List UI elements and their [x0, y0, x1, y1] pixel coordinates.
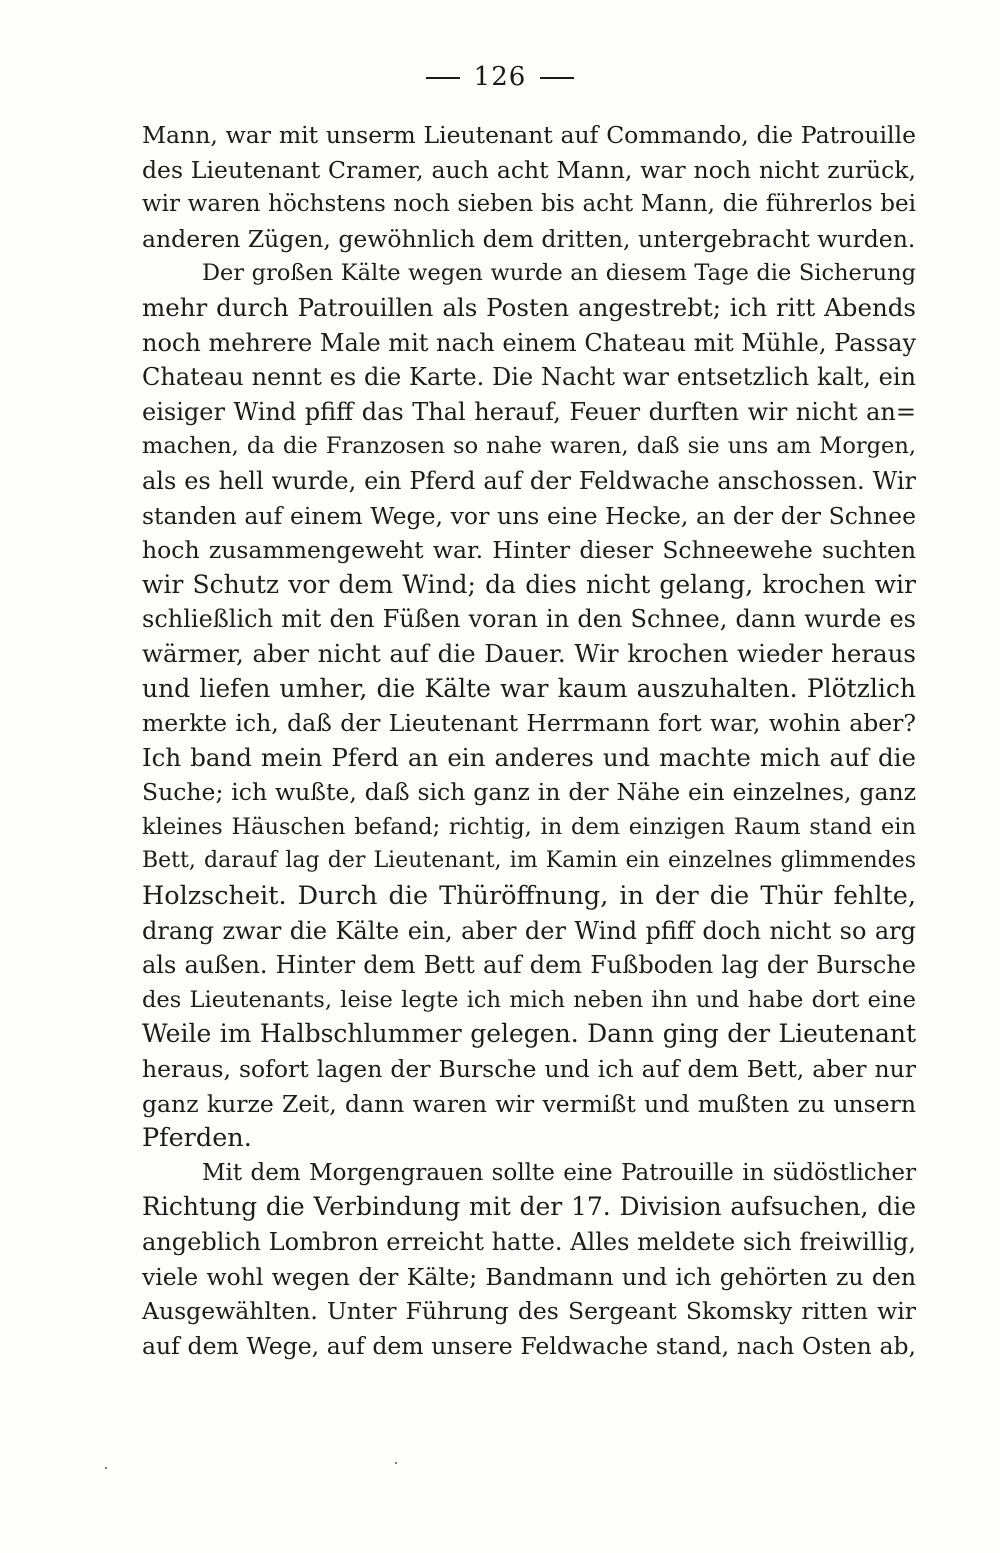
text-line: wir waren höchstens noch sieben bis acht Mann, die führerlos bei [142, 191, 916, 218]
text-line: wir Schutz vor dem Wind; da dies nicht gelang, krochen wir [142, 569, 916, 599]
text-line: Richtung die Verbindung mit der 17. Division aufsuchen, die [142, 1192, 916, 1222]
text-line: Mann, war mit unserm Lieutenant auf Commando, die Patrouille [142, 121, 916, 149]
text-line: angeblich Lombron erreicht hatte. Alles meldete sich freiwillig, [142, 1228, 916, 1256]
text-line: Ausgewählten. Unter Führung des Sergeant Skomsky ritten wir [142, 1297, 916, 1326]
text-line: standen auf einem Wege, vor uns eine Hecke, an der der Schnee [142, 501, 916, 530]
text-line: kleines Häuschen befand; richtig, in dem einzigen Raum stand ein [142, 813, 916, 840]
header-dash-left [426, 77, 460, 79]
text-line: eisiger Wind pfiff das Thal herauf, Feuer durften wir nicht an= [142, 397, 916, 426]
text-line: als außen. Hinter dem Bett auf dem Fußboden lag der Bursche [142, 951, 916, 980]
text-line: Pferden. [142, 1123, 252, 1154]
text-line: wärmer, aber nicht auf die Dauer. Wir krochen wieder heraus [142, 638, 916, 668]
text-line: als es hell wurde, ein Pferd auf der Feldwache anschossen. Wir [142, 466, 916, 495]
page-number: 126 [473, 62, 527, 92]
text-line: und liefen umher, die Kälte war kaum auszuhalten. Plötzlich [142, 673, 916, 703]
text-line: Suche; ich wußte, daß sich ganz in der Nähe ein einzelnes, ganz [142, 778, 916, 807]
text-line: Bett, darauf lag der Lieutenant, im Kamin ein einzelnes glimmendes [142, 848, 916, 874]
text-line: ganz kurze Zeit, dann waren wir vermißt und mußten zu unsern [142, 1089, 916, 1118]
text-line: anderen Zügen, gewöhnlich dem dritten, untergebracht wurden. [142, 224, 916, 253]
text-line: auf dem Wege, auf dem unsere Feldwache stand, nach Osten ab, [142, 1331, 916, 1360]
text-line: Chateau nennt es die Karte. Die Nacht war entsetzlich kalt, ein [142, 363, 916, 392]
text-line: heraus, sofort lagen der Bursche und ich auf dem Bett, aber nur [142, 1055, 916, 1084]
body-text [142, 118, 916, 1363]
text-line: machen, da die Franzosen so nahe waren, daß sie uns am Morgen, [142, 433, 916, 460]
text-line: Ich band mein Pferd an ein anderes und machte mich auf die [142, 742, 916, 772]
header-dash-right [540, 77, 574, 79]
text-line: noch mehrere Male mit nach einem Chateau mit Mühle, Passay [142, 328, 916, 357]
text-line: mehr durch Patrouillen als Posten angestrebt; ich ritt Abends [142, 292, 916, 322]
text-line: Weile im Halbschlummer gelegen. Dann ging der Lieutenant [142, 1019, 916, 1049]
text-line: Der großen Kälte wegen wurde an diesem Tage die Sicherung [202, 260, 916, 287]
text-line: merkte ich, daß der Lieutenant Herrmann fort war, wohin aber? [142, 709, 916, 738]
text-line: schließlich mit den Füßen voran in den Schnee, dann wurde es [142, 605, 916, 634]
text-line: des Lieutenants, leise legte ich mich neben ihn und habe dort eine [142, 986, 916, 1013]
paper-speck [105, 1467, 107, 1469]
text-line: viele wohl wegen der Kälte; Bandmann und ich gehörten zu den [142, 1262, 916, 1291]
text-line: hoch zusammengeweht war. Hinter dieser Schneewehe suchten [142, 536, 916, 565]
page-header [0, 62, 1000, 92]
text-line: des Lieutenant Cramer, auch acht Mann, war noch nicht zurück, [142, 155, 916, 184]
text-line: Holzscheit. Durch die Thüröffnung, in der die Thür fehlte, [142, 881, 916, 912]
text-line: Mit dem Morgengrauen sollte eine Patrouille in südöstlicher [202, 1159, 916, 1186]
paper-speck [395, 1462, 397, 1464]
text-line: drang zwar die Kälte ein, aber der Wind pfiff doch nicht so arg [142, 916, 916, 945]
